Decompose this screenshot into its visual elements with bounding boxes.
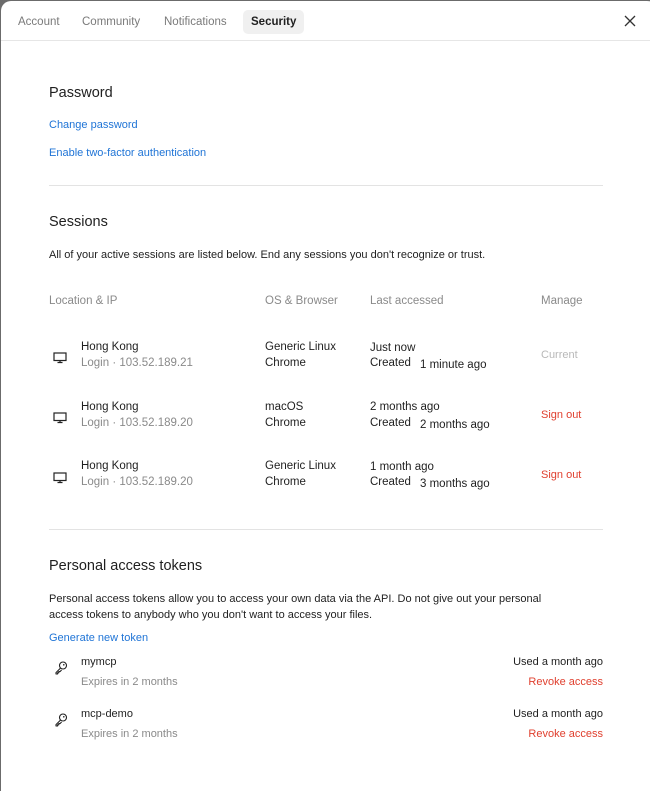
revoke-access-button[interactable]: Revoke access xyxy=(528,676,603,688)
tokens-heading: Personal access tokens xyxy=(49,558,203,574)
revoke-access-button[interactable]: Revoke access xyxy=(528,728,603,740)
token-expiry: Expires in 2 months xyxy=(81,728,178,740)
session-os: Generic Linux xyxy=(265,460,336,472)
monitor-icon xyxy=(53,471,67,483)
tab-bar xyxy=(1,1,650,41)
key-icon xyxy=(53,712,69,728)
token-item xyxy=(49,708,603,752)
session-ip: Login · 103.52.189.21 xyxy=(81,357,193,369)
session-row xyxy=(49,401,603,441)
current-session-label: Current xyxy=(541,349,578,361)
session-browser: Chrome xyxy=(265,476,306,488)
monitor-icon xyxy=(53,411,67,423)
session-last-accessed: Just now xyxy=(370,342,416,354)
column-os-browser: OS & Browser xyxy=(265,295,338,307)
tab-community[interactable]: Community xyxy=(82,16,141,28)
session-last-accessed: 2 months ago xyxy=(370,401,440,413)
session-os: Generic Linux xyxy=(265,341,336,353)
session-created-label: Created xyxy=(370,357,411,369)
close-icon[interactable] xyxy=(623,14,637,28)
divider xyxy=(49,185,603,186)
tab-notifications[interactable]: Notifications xyxy=(164,16,227,28)
session-ip: Login · 103.52.189.20 xyxy=(81,417,193,429)
monitor-icon xyxy=(53,351,67,363)
session-location: Hong Kong xyxy=(81,341,139,353)
sign-out-button[interactable]: Sign out xyxy=(541,409,582,421)
column-manage: Manage xyxy=(541,295,583,307)
tokens-description-line2: access tokens to anybody who you don't want to access your files. xyxy=(49,609,373,621)
session-location: Hong Kong xyxy=(81,401,139,413)
change-password-link[interactable]: Change password xyxy=(49,119,138,131)
session-created-label: Created xyxy=(370,417,411,429)
password-heading: Password xyxy=(49,85,113,101)
column-last-accessed: Last accessed xyxy=(370,295,444,307)
tab-account[interactable]: Account xyxy=(18,16,60,28)
token-name: mcp-demo xyxy=(81,708,133,720)
tab-security[interactable]: Security xyxy=(243,10,304,34)
tokens-description-line1: Personal access tokens allow you to access your own data via the API. Do not give out your personal xyxy=(49,593,542,605)
session-created: 2 months ago xyxy=(420,419,490,431)
column-location: Location & IP xyxy=(49,295,118,307)
token-expiry: Expires in 2 months xyxy=(81,676,178,688)
session-created-label: Created xyxy=(370,476,411,488)
token-name: mymcp xyxy=(81,656,117,668)
session-last-accessed: 1 month ago xyxy=(370,461,434,473)
session-os: macOS xyxy=(265,401,304,413)
settings-window xyxy=(1,1,650,791)
token-item xyxy=(49,656,603,700)
sessions-description: All of your active sessions are listed below. End any sessions you don't recognize or trust. xyxy=(49,249,486,261)
session-location: Hong Kong xyxy=(81,460,139,472)
divider xyxy=(49,529,603,530)
sign-out-button[interactable]: Sign out xyxy=(541,469,582,481)
token-last-used: Used a month ago xyxy=(513,656,603,668)
session-created: 1 minute ago xyxy=(420,359,487,371)
session-row xyxy=(49,341,603,381)
generate-token-link[interactable]: Generate new token xyxy=(49,632,149,644)
key-icon xyxy=(53,660,69,676)
sessions-heading: Sessions xyxy=(49,214,108,230)
session-ip: Login · 103.52.189.20 xyxy=(81,476,193,488)
session-row xyxy=(49,461,603,501)
session-browser: Chrome xyxy=(265,417,306,429)
enable-2fa-link[interactable]: Enable two-factor authentication xyxy=(49,147,207,159)
session-browser: Chrome xyxy=(265,357,306,369)
token-last-used: Used a month ago xyxy=(513,708,603,720)
session-created: 3 months ago xyxy=(420,478,490,490)
